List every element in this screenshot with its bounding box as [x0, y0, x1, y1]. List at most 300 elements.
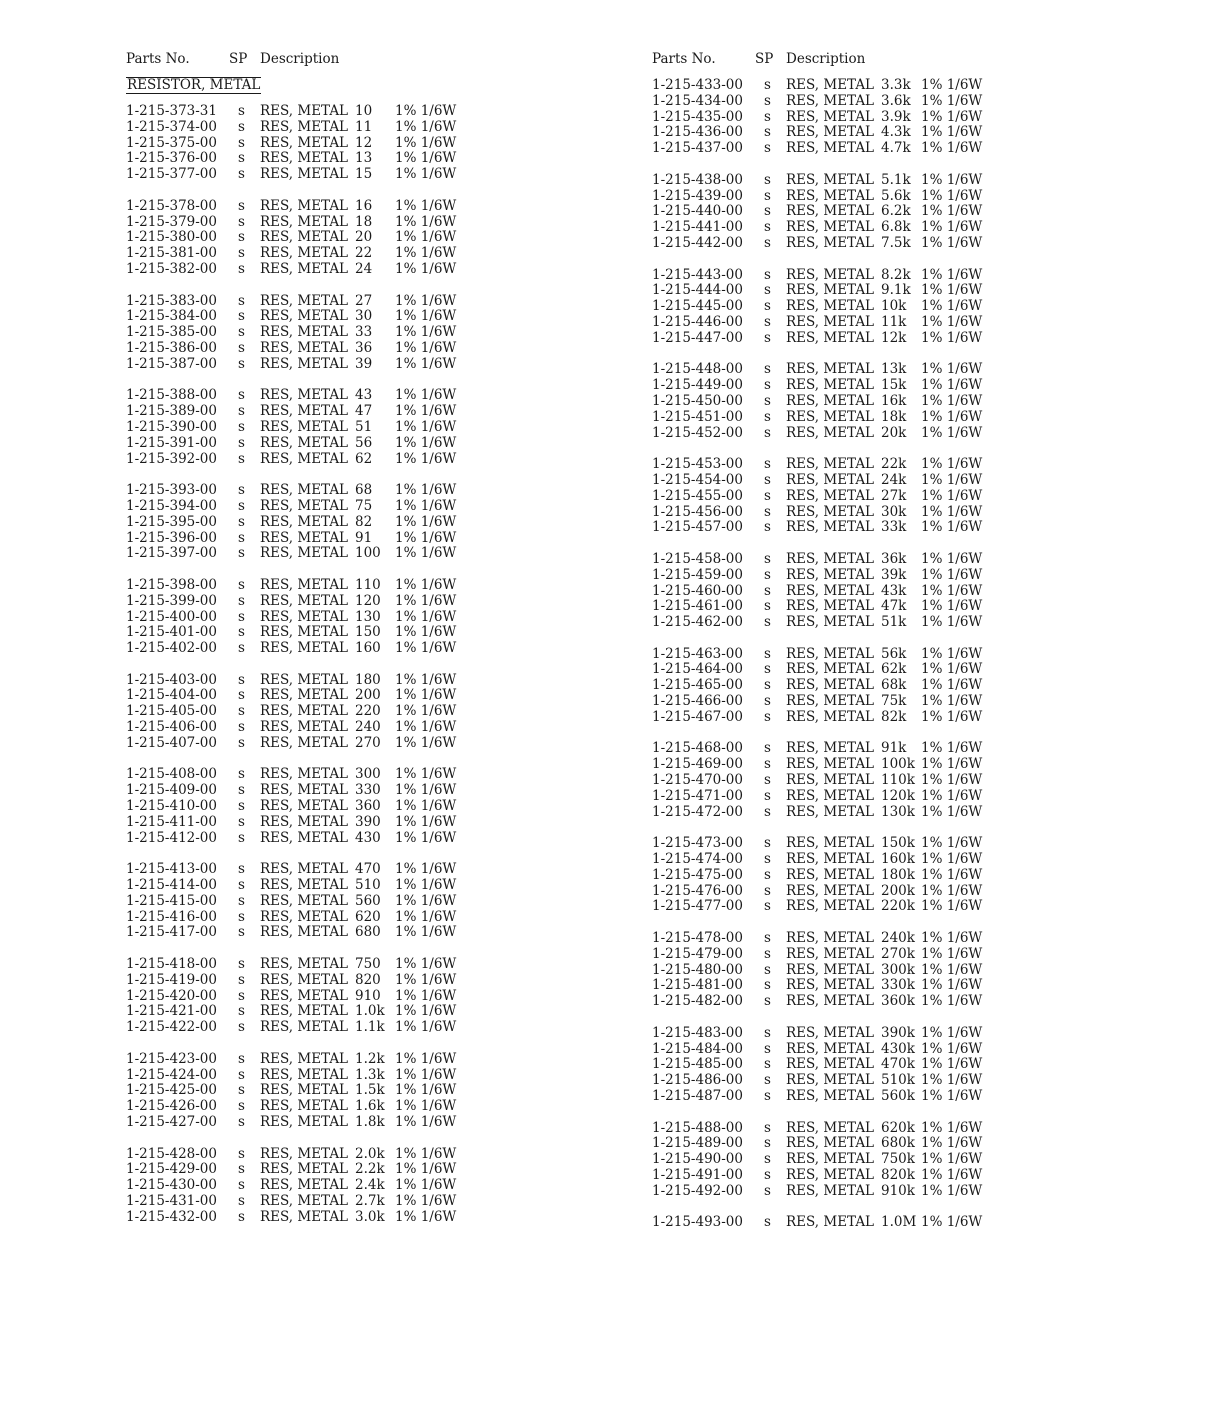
resistance-value: 620: [355, 908, 381, 925]
tolerance-rating: 1% 1/6W: [921, 408, 983, 425]
table-row: [126, 989, 495, 1005]
table-row: [652, 678, 1021, 694]
description: RES, METAL: [260, 798, 349, 815]
table-row: [126, 294, 495, 310]
resistance-value: 5.6k: [881, 187, 911, 204]
tolerance-rating: 1% 1/6W: [395, 1082, 457, 1099]
table-row: [126, 151, 495, 167]
sp-mark: s: [238, 434, 245, 451]
part-number: 1-215-488-00: [652, 1119, 743, 1136]
description: RES, METAL: [260, 355, 349, 372]
table-row: [652, 647, 1021, 663]
part-number: 1-215-444-00: [652, 282, 743, 299]
tolerance-rating: 1% 1/6W: [921, 582, 983, 599]
table-row: [652, 584, 1021, 600]
column-header: [652, 46, 1021, 72]
table-row: [652, 141, 1021, 157]
sp-mark: s: [238, 213, 245, 230]
resistance-value: 120: [355, 592, 381, 609]
tolerance-rating: 1% 1/6W: [921, 1214, 983, 1231]
resistance-value: 75k: [881, 693, 907, 710]
description: RES, METAL: [260, 482, 349, 499]
tolerance-rating: 1% 1/6W: [395, 687, 457, 704]
description: RES, METAL: [260, 592, 349, 609]
table-row: [126, 420, 495, 436]
table-row: [126, 230, 495, 246]
resistance-value: 750k: [881, 1151, 915, 1168]
sp-mark: s: [764, 361, 771, 378]
sp-mark: s: [764, 1182, 771, 1199]
part-number: 1-215-376-00: [126, 150, 217, 167]
description: RES, METAL: [786, 756, 875, 773]
part-number: 1-215-442-00: [652, 234, 743, 251]
sp-mark: s: [764, 1024, 771, 1041]
description: RES, METAL: [260, 1003, 349, 1020]
resistance-value: 18: [355, 213, 373, 230]
sp-mark: s: [238, 134, 245, 151]
resistance-value: 56k: [881, 645, 907, 662]
resistance-value: 180k: [881, 866, 915, 883]
sp-mark: s: [238, 1161, 245, 1178]
sp-mark: s: [764, 803, 771, 820]
resistance-value: 180: [355, 671, 381, 688]
sp-mark: s: [764, 471, 771, 488]
table-row: [652, 852, 1021, 868]
description: RES, METAL: [260, 703, 349, 720]
tolerance-rating: 1% 1/6W: [921, 519, 983, 536]
part-number: 1-215-401-00: [126, 624, 217, 641]
part-number: 1-215-386-00: [126, 339, 217, 356]
description: RES, METAL: [786, 503, 875, 520]
sp-mark: s: [764, 708, 771, 725]
resistance-value: 51k: [881, 614, 907, 631]
tolerance-rating: 1% 1/6W: [921, 503, 983, 520]
section-heading: [126, 72, 495, 104]
part-number: 1-215-443-00: [652, 266, 743, 283]
tolerance-rating: 1% 1/6W: [395, 1050, 457, 1067]
sp-mark: s: [238, 308, 245, 325]
description: RES, METAL: [260, 892, 349, 909]
description: RES, METAL: [260, 956, 349, 973]
part-number: 1-215-392-00: [126, 450, 217, 467]
sp-mark: s: [764, 614, 771, 631]
resistance-value: 130k: [881, 803, 915, 820]
tolerance-rating: 1% 1/6W: [395, 703, 457, 720]
resistance-value: 510: [355, 877, 381, 894]
tolerance-rating: 1% 1/6W: [395, 1066, 457, 1083]
resistance-value: 240k: [881, 930, 915, 947]
tolerance-rating: 1% 1/6W: [921, 598, 983, 615]
tolerance-rating: 1% 1/6W: [395, 245, 457, 262]
sp-mark: s: [764, 645, 771, 662]
part-number: 1-215-374-00: [126, 118, 217, 135]
table-row: [652, 331, 1021, 347]
part-number: 1-215-413-00: [126, 861, 217, 878]
part-number: 1-215-381-00: [126, 245, 217, 262]
table-row: [126, 499, 495, 515]
sp-mark: s: [238, 1066, 245, 1083]
sp-mark: s: [238, 813, 245, 830]
tolerance-rating: 1% 1/6W: [921, 108, 983, 125]
part-number: 1-215-452-00: [652, 424, 743, 441]
part-number: 1-215-397-00: [126, 545, 217, 562]
tolerance-rating: 1% 1/6W: [395, 324, 457, 341]
description: RES, METAL: [786, 140, 875, 157]
table-row: [652, 473, 1021, 489]
table-row: [126, 388, 495, 404]
description: RES, METAL: [786, 171, 875, 188]
description: RES, METAL: [260, 545, 349, 562]
table-row: [126, 925, 495, 941]
resistance-value: 330k: [881, 977, 915, 994]
tolerance-rating: 1% 1/6W: [921, 930, 983, 947]
description: RES, METAL: [786, 187, 875, 204]
part-number: 1-215-422-00: [126, 1019, 217, 1036]
resistance-value: 91k: [881, 740, 907, 757]
description: RES, METAL: [260, 1114, 349, 1130]
sp-mark: s: [238, 1050, 245, 1067]
part-number: 1-215-399-00: [126, 592, 217, 609]
part-number: 1-215-380-00: [126, 229, 217, 246]
tolerance-rating: 1% 1/6W: [921, 693, 983, 710]
table-row: [126, 1162, 495, 1178]
part-number: 1-215-411-00: [126, 813, 217, 830]
sp-mark: s: [764, 772, 771, 789]
description: RES, METAL: [260, 1098, 349, 1115]
part-number: 1-215-483-00: [652, 1024, 743, 1041]
description: RES, METAL: [260, 403, 349, 420]
tolerance-rating: 1% 1/6W: [395, 482, 457, 499]
part-number: 1-215-389-00: [126, 403, 217, 420]
sp-mark: s: [238, 956, 245, 973]
part-number: 1-215-446-00: [652, 313, 743, 330]
description: RES, METAL: [786, 282, 875, 299]
table-row: [652, 1136, 1021, 1152]
table-row: [652, 947, 1021, 963]
tolerance-rating: 1% 1/6W: [921, 282, 983, 299]
sp-mark: s: [238, 1177, 245, 1194]
resistance-value: 1.3k: [355, 1066, 385, 1083]
sp-mark: s: [238, 403, 245, 420]
tolerance-rating: 1% 1/6W: [921, 866, 983, 883]
tolerance-rating: 1% 1/6W: [395, 1098, 457, 1115]
description: RES, METAL: [260, 782, 349, 799]
sp-mark: s: [764, 171, 771, 188]
part-number: 1-215-398-00: [126, 576, 217, 593]
tolerance-rating: 1% 1/6W: [395, 671, 457, 688]
resistance-value: 1.2k: [355, 1050, 385, 1067]
part-number: 1-215-402-00: [126, 640, 217, 657]
description: RES, METAL: [260, 292, 349, 309]
sp-mark: s: [238, 766, 245, 783]
resistance-value: 200k: [881, 882, 915, 899]
description: RES, METAL: [260, 719, 349, 736]
resistance-value: 3.6k: [881, 92, 911, 109]
sp-mark: s: [764, 92, 771, 109]
description: RES, METAL: [786, 424, 875, 441]
table-row: [652, 520, 1021, 536]
tolerance-rating: 1% 1/6W: [921, 661, 983, 678]
sp-mark: s: [764, 1214, 771, 1231]
sp-mark: s: [238, 197, 245, 214]
tolerance-rating: 1% 1/6W: [395, 387, 457, 404]
sp-mark: s: [764, 677, 771, 694]
description: RES, METAL: [786, 1135, 875, 1152]
description: RES, METAL: [260, 734, 349, 751]
table-row: [126, 309, 495, 325]
sp-mark: s: [238, 1082, 245, 1099]
tolerance-rating: 1% 1/6W: [921, 614, 983, 631]
description: RES, METAL: [260, 1050, 349, 1067]
resistance-value: 1.5k: [355, 1082, 385, 1099]
part-number: 1-215-469-00: [652, 756, 743, 773]
resistance-value: 820k: [881, 1166, 915, 1183]
table-row: [126, 720, 495, 736]
tolerance-rating: 1% 1/6W: [395, 497, 457, 514]
table-row: [652, 931, 1021, 947]
part-number: 1-215-468-00: [652, 740, 743, 757]
tolerance-rating: 1% 1/6W: [921, 187, 983, 204]
description: RES, METAL: [786, 898, 875, 915]
part-number: 1-215-493-00: [652, 1214, 743, 1231]
resistance-value: 2.2k: [355, 1161, 385, 1178]
resistance-value: 360k: [881, 993, 915, 1010]
part-number: 1-215-470-00: [652, 772, 743, 789]
parts-list-right: [652, 78, 1021, 1231]
table-row: [126, 862, 495, 878]
sp-mark: s: [238, 671, 245, 688]
description: RES, METAL: [786, 108, 875, 125]
sp-mark: s: [238, 529, 245, 546]
tolerance-rating: 1% 1/6W: [921, 708, 983, 725]
part-number: 1-215-429-00: [126, 1161, 217, 1178]
table-row: [652, 1152, 1021, 1168]
resistance-value: 680: [355, 924, 381, 941]
part-number: 1-215-462-00: [652, 614, 743, 631]
resistance-value: 220: [355, 703, 381, 720]
resistance-value: 36k: [881, 550, 907, 567]
part-number: 1-215-406-00: [126, 719, 217, 736]
resistance-value: 270: [355, 734, 381, 751]
part-number: 1-215-474-00: [652, 851, 743, 868]
resistance-value: 100k: [881, 756, 915, 773]
tolerance-rating: 1% 1/6W: [395, 545, 457, 562]
part-number: 1-215-480-00: [652, 961, 743, 978]
part-number: 1-215-447-00: [652, 329, 743, 346]
description: RES, METAL: [786, 1088, 875, 1104]
resistance-value: 43: [355, 387, 373, 404]
description: RES, METAL: [786, 77, 875, 93]
tolerance-rating: 1% 1/6W: [921, 1088, 983, 1104]
resistance-value: 12k: [881, 329, 907, 346]
table-row: [652, 1168, 1021, 1184]
table-row: [126, 325, 495, 341]
sp-mark: s: [238, 324, 245, 341]
resistance-value: 15: [355, 166, 373, 183]
resistance-value: 220k: [881, 898, 915, 915]
tolerance-rating: 1% 1/6W: [395, 197, 457, 214]
table-row: [126, 815, 495, 831]
resistance-value: 91: [355, 529, 373, 546]
tolerance-rating: 1% 1/6W: [921, 835, 983, 852]
part-number: 1-215-427-00: [126, 1114, 217, 1130]
sp-mark: s: [764, 1135, 771, 1152]
part-number: 1-215-466-00: [652, 693, 743, 710]
description: RES, METAL: [786, 1166, 875, 1183]
resistance-value: 27: [355, 292, 373, 309]
sp-mark: s: [764, 866, 771, 883]
part-number: 1-215-451-00: [652, 408, 743, 425]
resistance-value: 150: [355, 624, 381, 641]
sp-mark: s: [238, 1114, 245, 1130]
sp-mark: s: [764, 756, 771, 773]
table-row: [652, 884, 1021, 900]
sp-mark: s: [764, 487, 771, 504]
sp-mark: s: [764, 661, 771, 678]
part-number: 1-215-377-00: [126, 166, 217, 183]
sp-mark: s: [238, 245, 245, 262]
resistance-value: 51: [355, 418, 373, 435]
description: RES, METAL: [260, 324, 349, 341]
tolerance-rating: 1% 1/6W: [395, 987, 457, 1004]
resistance-value: 30k: [881, 503, 907, 520]
resistance-value: 62k: [881, 661, 907, 678]
part-number: 1-215-373-31: [126, 103, 217, 119]
sp-mark: s: [764, 203, 771, 220]
part-number: 1-215-410-00: [126, 798, 217, 815]
table-row: [126, 831, 495, 847]
description: RES, METAL: [786, 1072, 875, 1089]
part-number: 1-215-436-00: [652, 124, 743, 141]
tolerance-rating: 1% 1/6W: [921, 882, 983, 899]
tolerance-rating: 1% 1/6W: [921, 92, 983, 109]
sp-mark: s: [238, 971, 245, 988]
table-row: [652, 410, 1021, 426]
resistance-value: 160: [355, 640, 381, 657]
resistance-value: 560: [355, 892, 381, 909]
resistance-value: 160k: [881, 851, 915, 868]
tolerance-rating: 1% 1/6W: [921, 772, 983, 789]
resistance-value: 22: [355, 245, 373, 262]
resistance-value: 510k: [881, 1072, 915, 1089]
description: RES, METAL: [786, 772, 875, 789]
tolerance-rating: 1% 1/6W: [395, 592, 457, 609]
table-row: [652, 963, 1021, 979]
resistance-value: 3.9k: [881, 108, 911, 125]
description: RES, METAL: [786, 977, 875, 994]
tolerance-rating: 1% 1/6W: [395, 1192, 457, 1209]
sp-mark: s: [764, 392, 771, 409]
description: RES, METAL: [786, 693, 875, 710]
sp-mark: s: [764, 582, 771, 599]
sp-mark: s: [238, 545, 245, 562]
part-number: 1-215-458-00: [652, 550, 743, 567]
description: RES, METAL: [786, 1056, 875, 1073]
part-number: 1-215-455-00: [652, 487, 743, 504]
resistance-value: 110k: [881, 772, 915, 789]
tolerance-rating: 1% 1/6W: [395, 229, 457, 246]
table-row: [126, 1083, 495, 1099]
resistance-value: 820: [355, 971, 381, 988]
sp-mark: s: [238, 355, 245, 372]
table-row: [126, 120, 495, 136]
resistance-value: 750: [355, 956, 381, 973]
sp-mark: s: [238, 782, 245, 799]
tolerance-rating: 1% 1/6W: [921, 645, 983, 662]
description: RES, METAL: [786, 1040, 875, 1057]
table-row: [652, 1184, 1021, 1200]
tolerance-rating: 1% 1/6W: [921, 1135, 983, 1152]
tolerance-rating: 1% 1/6W: [921, 961, 983, 978]
table-row: [126, 673, 495, 689]
sp-mark: s: [764, 787, 771, 804]
sp-mark: s: [764, 1056, 771, 1073]
resistance-value: 1.1k: [355, 1019, 385, 1036]
table-row: [126, 483, 495, 499]
part-number: 1-215-403-00: [126, 671, 217, 688]
resistance-value: 300: [355, 766, 381, 783]
tolerance-rating: 1% 1/6W: [921, 1040, 983, 1057]
resistance-value: 22k: [881, 456, 907, 473]
table-row: [126, 688, 495, 704]
resistance-value: 9.1k: [881, 282, 911, 299]
description: RES, METAL: [260, 387, 349, 404]
table-row: [652, 283, 1021, 299]
description: RES, METAL: [786, 677, 875, 694]
sp-mark: s: [764, 77, 771, 93]
description: RES, METAL: [786, 1214, 875, 1231]
description: RES, METAL: [260, 497, 349, 514]
header-sp: SP: [755, 51, 774, 67]
table-row: [652, 78, 1021, 94]
tolerance-rating: 1% 1/6W: [395, 134, 457, 151]
description: RES, METAL: [260, 166, 349, 183]
resistance-value: 240: [355, 719, 381, 736]
table-row: [652, 457, 1021, 473]
sp-mark: s: [238, 734, 245, 751]
tolerance-rating: 1% 1/6W: [395, 766, 457, 783]
table-row: [652, 362, 1021, 378]
resistance-value: 7.5k: [881, 234, 911, 251]
resistance-value: 270k: [881, 945, 915, 962]
table-row: [652, 189, 1021, 205]
sp-mark: s: [764, 898, 771, 915]
sp-mark: s: [764, 740, 771, 757]
resistance-value: 200: [355, 687, 381, 704]
description: RES, METAL: [786, 1182, 875, 1199]
description: RES, METAL: [786, 92, 875, 109]
table-row: [126, 215, 495, 231]
part-number: 1-215-476-00: [652, 882, 743, 899]
sp-mark: s: [764, 977, 771, 994]
part-number: 1-215-419-00: [126, 971, 217, 988]
sp-mark: s: [238, 687, 245, 704]
description: RES, METAL: [786, 740, 875, 757]
resistance-value: 2.0k: [355, 1145, 385, 1162]
tolerance-rating: 1% 1/6W: [921, 219, 983, 236]
table-row: [652, 741, 1021, 757]
tolerance-rating: 1% 1/6W: [395, 513, 457, 530]
description: RES, METAL: [260, 213, 349, 230]
resistance-value: 12: [355, 134, 373, 151]
tolerance-rating: 1% 1/6W: [395, 434, 457, 451]
description: RES, METAL: [786, 219, 875, 236]
resistance-value: 68k: [881, 677, 907, 694]
sp-mark: s: [764, 187, 771, 204]
description: RES, METAL: [786, 661, 875, 678]
description: RES, METAL: [260, 877, 349, 894]
description: RES, METAL: [786, 298, 875, 315]
